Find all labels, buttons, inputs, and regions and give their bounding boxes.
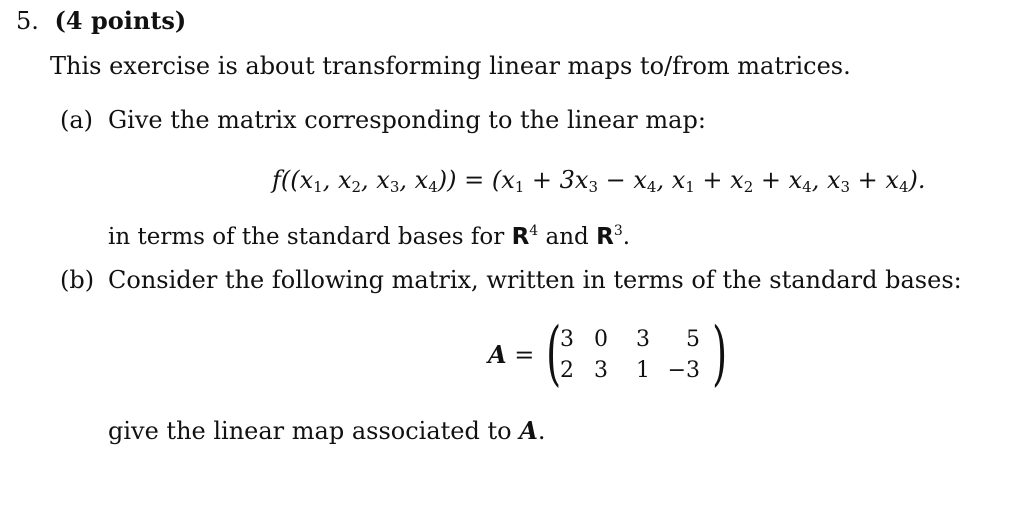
matrix-lhs: A = (488, 340, 535, 369)
matrix-cell: 3 (636, 327, 650, 352)
problem-header (16, 6, 186, 35)
matrix-cell: 3 (560, 327, 574, 352)
matrix-cell: 1 (636, 358, 650, 383)
part-b-label: (b) (60, 266, 95, 294)
part-a-text: Give the matrix corresponding to the linear map: (108, 106, 706, 134)
matrix-cell: 5 (686, 327, 700, 352)
matrix-left-paren: ( (546, 312, 562, 394)
matrix-cell: −3 (667, 358, 700, 383)
linear-map-formula: $f((x_1$, $x_2$, $x_3$, $x_4)) = (x_1 + 3x_3 - x_4$, $x_1 + x_2 + x_4$, $x_3 + x_4$). (272, 166, 926, 196)
problem-points: (4 points) (54, 6, 187, 35)
problem-number: 5. (16, 7, 39, 35)
matrix-right-paren: ) (712, 312, 728, 394)
standard-bases-line: in terms of the standard bases for $R^4$ and $R^3$. (108, 223, 631, 250)
problem-intro: This exercise is about transforming linear maps to/from matrices. (50, 52, 851, 80)
matrix-cell: 3 (594, 358, 608, 383)
part-a-label: (a) (60, 106, 94, 134)
part-b-text: Consider the following matrix, written in terms of the standard bases: (108, 266, 962, 294)
matrix-cell: 2 (560, 358, 574, 383)
matrix-cell: 0 (594, 327, 608, 352)
part-b-closing: give the linear map associated to A. (108, 416, 546, 445)
